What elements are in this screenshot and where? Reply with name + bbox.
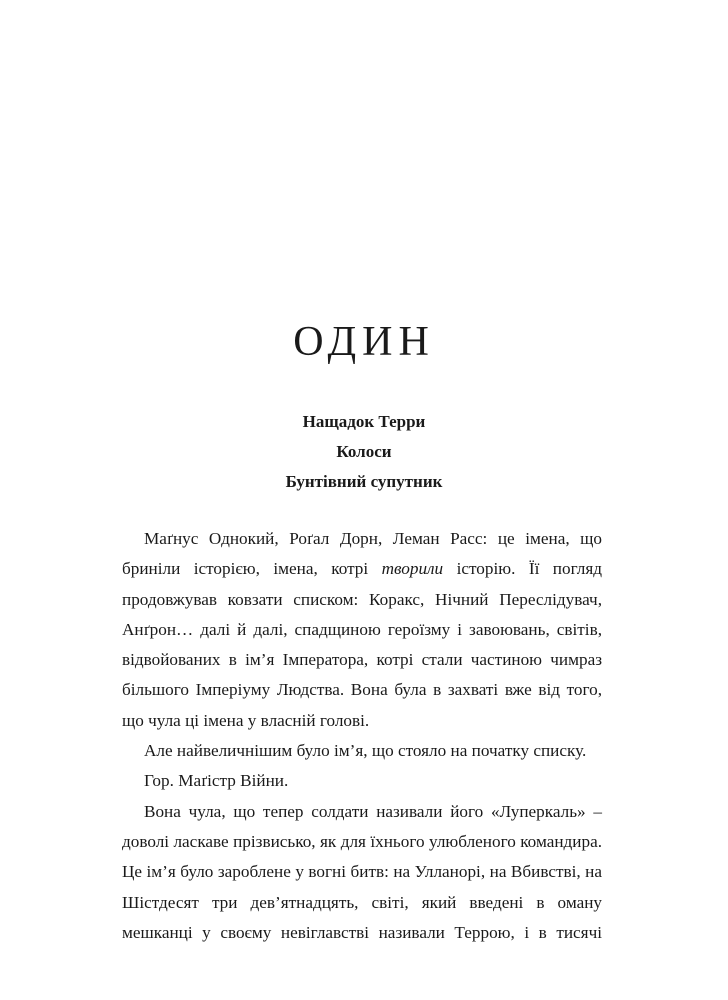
chapter-subtitle-2: Колоси	[336, 442, 392, 461]
chapter-title: ОДИН	[293, 319, 435, 365]
paragraph-2: Але найвеличнішим було ім’я, що стояло на початку списку.	[144, 741, 587, 761]
chapter-subtitle-1: Нащадок Терри	[302, 412, 426, 431]
paragraph-4: Вона чула, що тепер солдати називали його «Луперкаль» – доволі ласкаве прізвисько, як для їхнього улюбленого командира. Це ім’я було зароблене у вогні битв: на Улланорі, на Вбивстві, на Шістдесят три дев’ятнадцять, світі, який введені в оману мешканці у своєму невіглавстві називали Террою, і в тисячі	[122, 801, 602, 942]
chapter-subtitle-3: Бунтівний супутник	[285, 472, 443, 491]
paragraph-1-emphasis: творили	[381, 559, 444, 579]
paragraph-1	[122, 524, 602, 736]
paragraph-1-part-a: Маґнус Однокий, Роґал Дорн, Леман Расс: це імена, що бриніли історією, імена, котрі	[122, 529, 602, 579]
chapter-subtitles	[0, 407, 728, 497]
paragraph-3: Гор. Маґістр Війни.	[144, 771, 289, 791]
paragraph-1-part-b: історію. Її погляд продовжував ковзати списком: Коракс, Нічний Переслідувач, Анґрон… далі й далі, спадщиною героїзму і завоювань, світів, відвойованих в ім’я Імператора, котрі стали частиною чимраз більшого Імперіуму Людства. Вона була в захваті вже від того, що чула ці імена у власній голові.	[122, 559, 602, 730]
body-text	[122, 524, 602, 948]
